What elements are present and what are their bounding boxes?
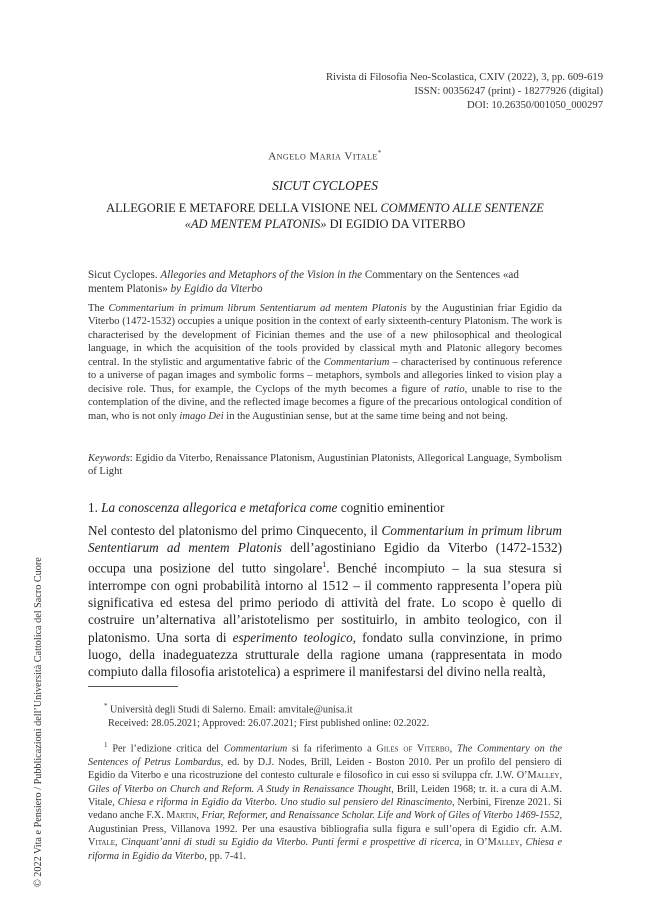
subtitle-italic: COMMENTO ALLE SENTENZE <box>380 201 544 215</box>
english-title-part: Commentary on the Sentences «ad mentem Platonis» <box>88 269 519 296</box>
fn-text: , Brill, Leiden 1968; tr. it. a cura di A.M. Vitale, <box>88 783 563 809</box>
article-title: SICUT CYCLOPES <box>272 178 378 193</box>
author-footnote-mark: * <box>377 149 382 157</box>
abstract-text: in the Augustinian sense, but at the same time being and not being. <box>223 410 509 422</box>
subtitle-part: ALLEGORIE E METAFORE DELLA VISIONE NEL <box>106 201 381 215</box>
section-title-rest: cognitio eminentior <box>337 500 445 515</box>
publisher-credit: © 2022 Vita e Pensiero / Pubblicazioni dell’Università Cattolica del Sacro Cuore <box>33 557 44 887</box>
section-number: 1. <box>88 500 102 515</box>
keywords-label: Keywords <box>88 453 130 464</box>
author-name-text: Angelo Maria Vitale <box>268 150 378 163</box>
abstract-text: – characterised by continuous reference to a universe of pagan images and symbolic forms – metaphors, symbols and allegories linked to vision play a decisive role. Thus, for example, the Cyclops of the myth becomes a figure of <box>88 356 562 395</box>
fn-italic: Chiesa e riforma in Egidio da Viterbo. Uno studio sul pensiero del Rinascimento <box>117 797 452 809</box>
abstract-italic: Commentarium <box>323 356 390 368</box>
abstract <box>88 302 562 423</box>
abstract-text: The <box>88 303 109 314</box>
fn-text: , <box>115 837 122 849</box>
author-affiliation: Università degli Studi di Salerno. Email: amvitale@unisa.it <box>107 704 353 716</box>
journal-issn: ISSN: 00356247 (print) - 18277926 (digital) <box>414 86 603 98</box>
fn-italic: Cinquant’anni di studi su Egidio da Viterbo. Punti fermi e prospettive di ricerca <box>121 837 460 849</box>
author-footnote <box>104 700 562 730</box>
english-title-italic: Allegories and Metaphors of the Vision in the <box>160 269 363 281</box>
keywords-text: : Egidio da Viterbo, Renaissance Platonism, Augustinian Platonists, Allegorical Language, Symbolism of Light <box>88 453 562 478</box>
subtitle-italic: «AD MENTEM PLATONIS» <box>184 217 327 231</box>
fn-text: , <box>559 770 562 782</box>
fn-text: , <box>196 810 202 822</box>
abstract-italic: imago Dei <box>179 410 224 422</box>
keywords <box>88 452 562 479</box>
abstract-text: , unable to rise to the contemplation of the divine, and the reflected image becomes a figure of the precarious ontological condition of man, who is not only <box>88 383 562 422</box>
body-text: dell’agostiniano Egidio da Viterbo (1472-1532) occupa una posizione del tutto singolare <box>88 540 562 576</box>
fn-smallcaps: Giles of Viterbo <box>376 743 450 755</box>
body-text: Nel contesto del platonismo del primo Cinquecento, il <box>88 523 382 538</box>
footnote-mark: 1 <box>104 741 108 749</box>
fn-italic: Commentarium <box>223 743 288 755</box>
received-dates: Received: 28.05.2021; Approved: 26.07.2021; First published online: 02.2022. <box>108 717 430 729</box>
fn-text: , Nerbini, Firenze 2021. Si vedano anche F.X. <box>88 797 562 822</box>
english-title-italic: by Egidio da Viterbo <box>170 283 263 296</box>
fn-text: , in O’ <box>459 837 488 849</box>
fn-italic: The Commentary on the Sentences of Petrus Lombardus <box>88 743 563 768</box>
body-italic: esperimento teologico <box>232 629 353 645</box>
author-name <box>0 149 650 163</box>
footnote-1 <box>88 739 562 863</box>
fn-italic: Chiesa e riforma in Egidio da Viterbo <box>88 837 563 862</box>
fn-text: , <box>519 837 526 849</box>
fn-smallcaps: Malley <box>527 770 560 782</box>
section-title-italic: La conoscenza allegorica e metaforica come <box>101 500 338 515</box>
fn-smallcaps: Malley <box>487 837 520 849</box>
body-text: , fondato sulla convinzione, in primo luogo, della inadeguatezza strutturale della ragione umana (rappresentata in modo compiuto dalla filosofia aristotelica) a esprimere il manifestarsi del divino nella realtà, <box>88 629 563 680</box>
fn-text: , pp. 7-41. <box>204 850 247 862</box>
body-italic: Commentarium in primum librum Sententiarum ad mentem Platonis <box>88 523 562 556</box>
subtitle-part: DI EGIDIO DA VITERBO <box>326 217 466 231</box>
footnote-divider <box>88 686 178 687</box>
journal-doi: DOI: 10.26350/001050_000297 <box>467 100 603 112</box>
fn-smallcaps: Vitale <box>88 837 116 849</box>
body-paragraph <box>88 522 562 680</box>
english-title <box>88 268 554 297</box>
fn-smallcaps: Martin <box>166 810 197 822</box>
section-heading <box>88 500 444 516</box>
journal-citation <box>326 71 603 114</box>
abstract-italic: ratio <box>444 383 465 395</box>
fn-text: , ed. by D.J. Nodes, Brill, Leiden - Boston 2010. Per un profilo del pensiero di Egidio da Viterbo e una ricostruzione del contesto culturale e filosofico in cui esso si sviluppa cfr. J.W. O’ <box>88 756 562 782</box>
fn-text: si fa riferimento a <box>287 743 377 755</box>
footnote-mark: * <box>104 702 108 710</box>
fn-italic: Giles of Viterbo on Church and Reform. A Study in Renaissance Thought <box>88 783 392 795</box>
fn-text: , Augustinian Press, Villanova 1992. Per una esaustiva bibliografia sulla figura e sull’opera di Egidio cfr. A.M. <box>88 810 562 835</box>
fn-italic: Friar, Reformer, and Renaissance Scholar. Life and Work of Giles of Viterbo 1469-1552 <box>201 810 560 822</box>
fn-text: , <box>449 743 457 755</box>
footnote-ref: 1 <box>322 560 327 570</box>
fn-text: Per l’edizione critica del <box>107 743 224 755</box>
abstract-italic: Commentarium in primum librum Sententiarum ad mentem Platonis <box>108 303 407 314</box>
article-subtitle <box>60 200 590 232</box>
english-title-part: Sicut Cyclopes. <box>88 269 161 281</box>
abstract-text: by the Augustinian friar Egidio da Viterbo (1472-1532) occupies a unique position in the context of early sixteenth-century Platonism. The work is characterised by the development of Ficinian themes and the use of a new philosophical and theological language, in which the acquisition of the tools provided by classical myth and Platonic allegory becomes central. In the stylistic and argumentative fabric of the <box>88 303 562 368</box>
body-text: . Benché incompiuto – la sua stesura si interrompe con ogni probabilità intorno al 1512 – il commento rappresenta l’opera più significativa ed estesa del primo periodo di attività del frate. Lo scopo è quello di costruire un’alternativa all’aristotelismo per sostituirlo, in ambito teologico, con il platonismo. Una sorta di <box>88 560 562 645</box>
journal-info: Rivista di Filosofia Neo-Scolastica, CXIV (2022), 3, pp. 609-619 <box>326 72 603 83</box>
